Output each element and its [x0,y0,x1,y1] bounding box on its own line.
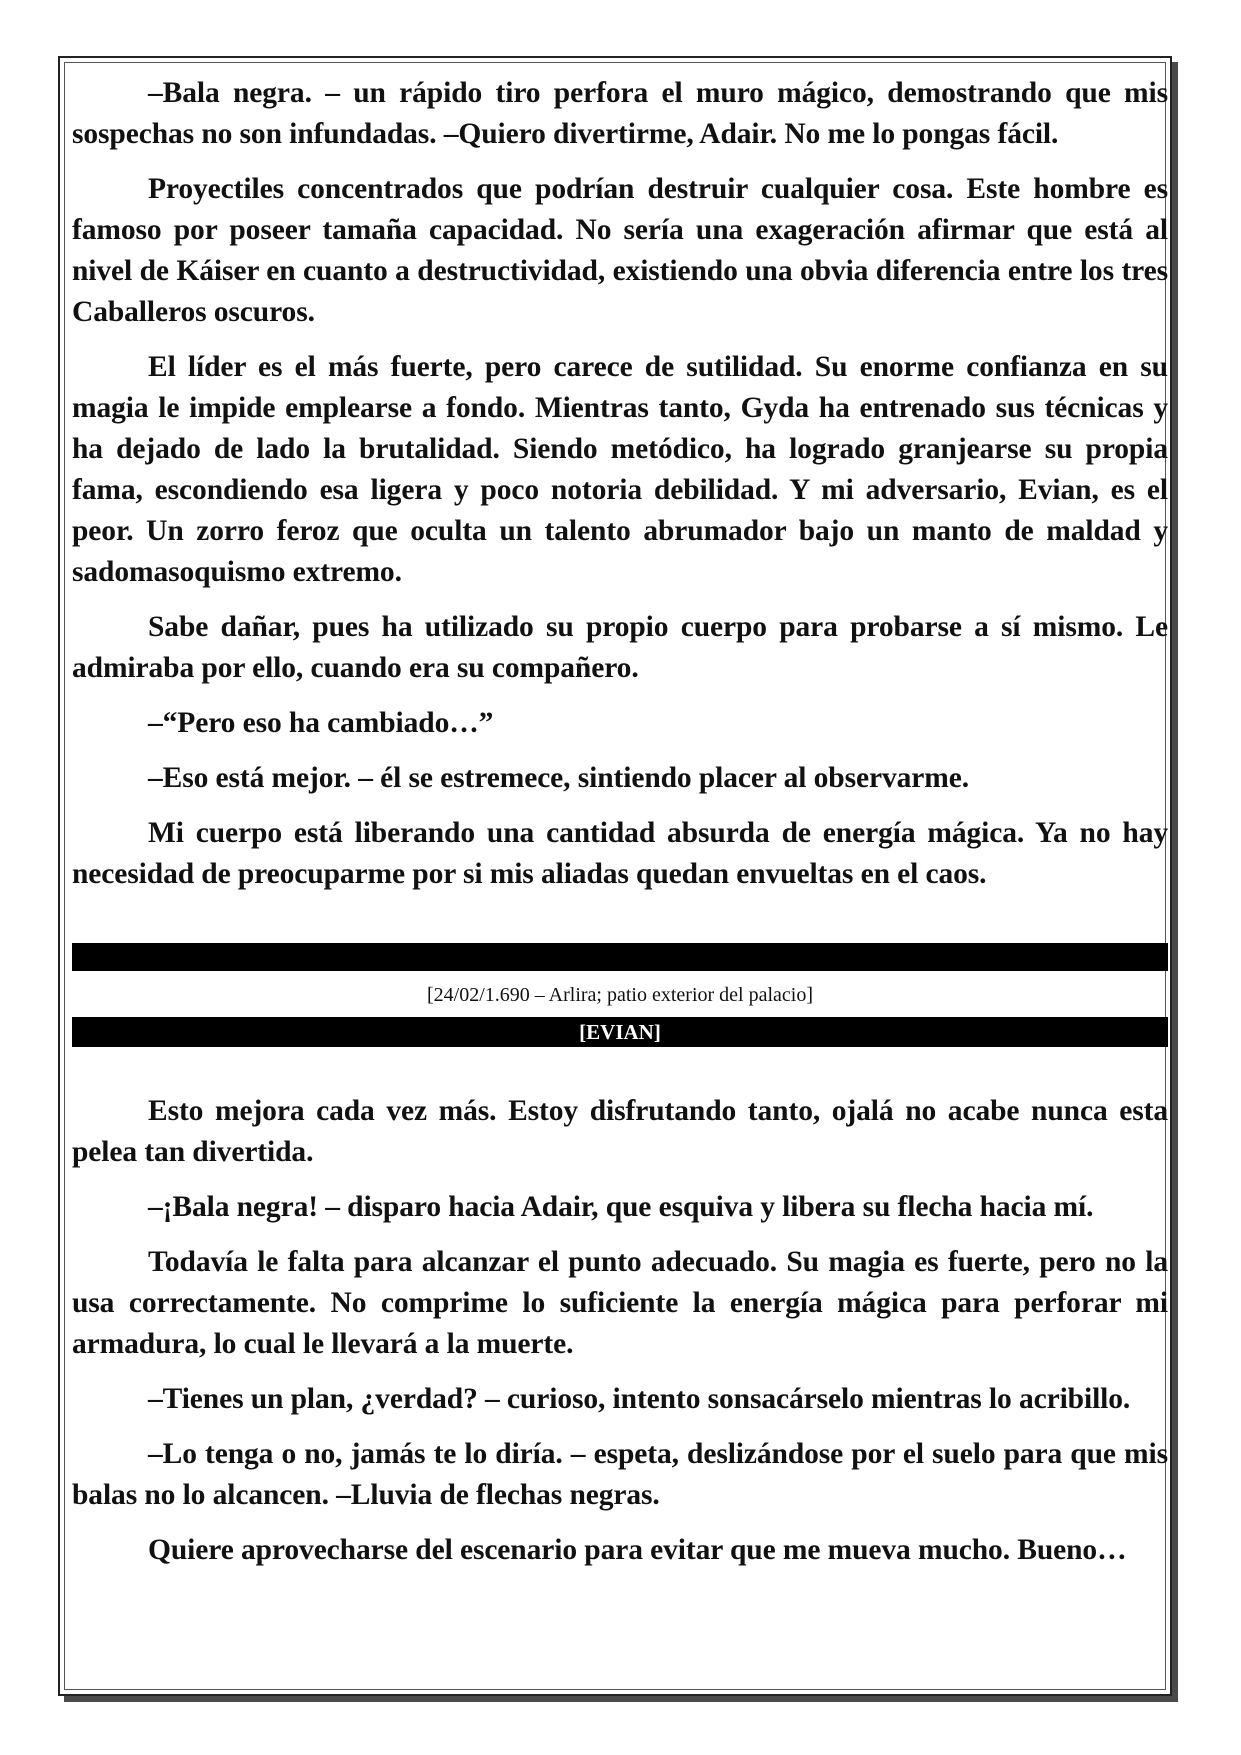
paragraph: –Eso está mejor. – él se estremece, sintiendo placer al observarme. [148,762,970,794]
paragraph: –Lo tenga o no, jamás te lo diría. – espeta, deslizándose por el suelo para que mis balas no lo alcancen. –Lluvia de flechas negras. [72,1438,1168,1511]
paragraph: Mi cuerpo está liberando una cantidad absurda de energía mágica. Ya no hay necesidad de preocuparme por si mis aliadas quedan envueltas en el caos. [72,817,1168,890]
paragraph: El líder es el más fuerte, pero carece de sutilidad. Su enorme confianza en su magia le impide emplearse a fondo. Mientras tanto, Gyda ha entrenado sus técnicas y ha dejado de lado la brutalidad. Siendo metódico, ha logrado granjearse su propia fama, escondiendo esa ligera y poco notoria debilidad. Y mi adversario, Evian, es el peor. Un zorro feroz que oculta un talento abrumador bajo un manto de maldad y sadomasoquismo extremo. [72,351,1168,588]
paragraph: –¡Bala negra! – disparo hacia Adair, que esquiva y libera su flecha hacia mí. [148,1191,1094,1223]
chapter-date-location: [24/02/1.690 – Arlira; patio exterior del palacio] [427,984,813,1006]
paragraph: Sabe dañar, pues ha utilizado su propio cuerpo para probarse a sí mismo. Le admiraba por ello, cuando era su compañero. [72,611,1168,684]
paragraph: –“Pero eso ha cambiado…” [148,707,494,739]
chapter-character-name: [EVIAN] [72,1017,1168,1047]
section-divider-bar [72,943,1168,971]
page-content [72,73,1168,1585]
paragraph: –Tienes un plan, ¿verdad? – curioso, intento sonsacárselo mientras lo acribillo. [148,1383,1131,1415]
paragraph: –Bala negra. – un rápido tiro perfora el muro mágico, demostrando que mis sospechas no son infundadas. –Quiero divertirme, Adair. No me lo pongas fácil. [72,77,1168,150]
paragraph: Proyectiles concentrados que podrían destruir cualquier cosa. Este hombre es famoso por poseer tamaña capacidad. No sería una exageración afirmar que está al nivel de Káiser en cuanto a destructividad, existiendo una obvia diferencia entre los tres Caballeros oscuros. [72,173,1168,328]
paragraph: Todavía le falta para alcanzar el punto adecuado. Su magia es fuerte, pero no la usa correctamente. No comprime lo suficiente la energía mágica para perforar mi armadura, lo cual le llevará a la muerte. [72,1246,1168,1360]
paragraph: Quiere aprovecharse del escenario para evitar que me mueva mucho. Bueno… [148,1534,1127,1566]
paragraph: Esto mejora cada vez más. Estoy disfrutando tanto, ojalá no acabe nunca esta pelea tan divertida. [72,1095,1168,1168]
